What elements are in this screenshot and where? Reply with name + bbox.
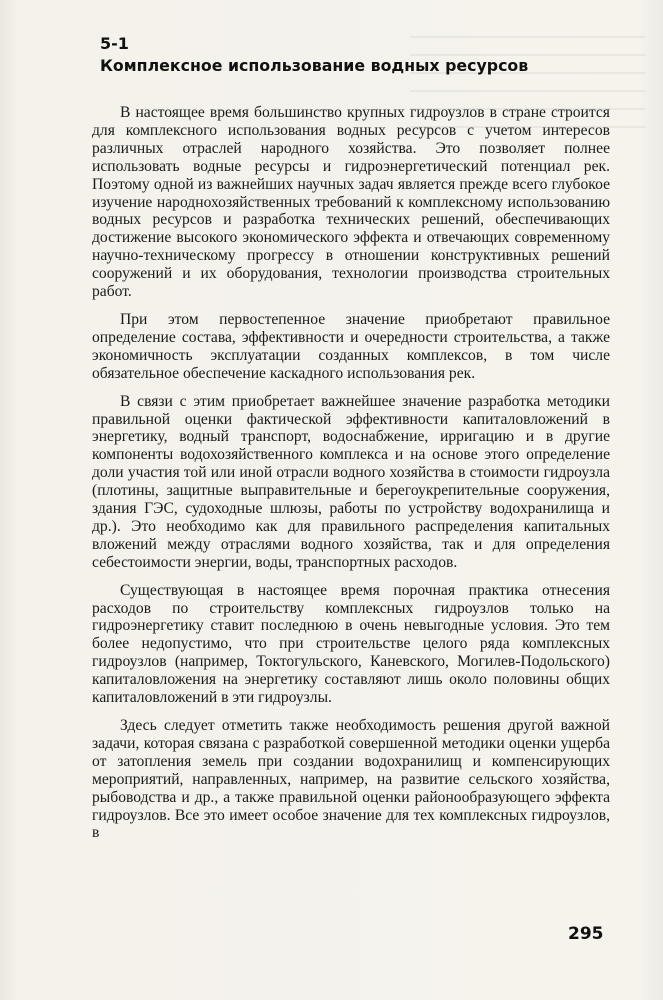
paragraph: Существующая в настоящее время порочная практика отнесения расходов по строительству комплексных гидроузлов только на гидроэнергетику ставит последнюю в очень невыгодные условия. Это тем более недопустимо, что при строительстве целого ряда комплексных гидроузлов (например, Токтогульского, Каневского, Могилев-Подольского) капиталовложения на энергетику составляют лишь около половины общих капиталовложений в эти гидроузлы. xyxy=(92,581,610,707)
paragraph: В настоящее время большинство крупных гидроузлов в стране строится для комплексного использования водных ресурсов с учетом интересов различных отраслей народного хозяйства. Это позволяет полнее использовать водные ресурсы и гидроэнергетический потенциал рек. Поэтому одной из важнейших научных задач является прежде всего глубокое изучение народнохозяйственных требований к комплексному использованию водных ресурсов и разработка технических решений, обеспечивающих достижение высокого экономического эффекта и отвечающих современному научно-техническому прогрессу в отношении конструктивных решений сооружений и их оборудования, технологии производства строительных работ. xyxy=(92,104,610,301)
section-title: Комплексное использование водных ресурсов xyxy=(100,56,529,75)
page-content xyxy=(92,34,610,852)
page-number: 295 xyxy=(568,924,604,944)
paragraph: Здесь следует отметить также необходимость решения другой важной задачи, которая связана с разработкой совершенной методики оценки ущерба от затопления земель при создании водохранилищ и компенсирующих мероприятий, направленных, например, на развитие сельского хозяйства, рыбоводства и др., а также правильной оценки районообразующего эффекта гидроузлов. Все это имеет особое значение для тех комплексных гидроузлов, в xyxy=(92,717,610,842)
paragraph: При этом первостепенное значение приобретают правильное определение состава, эффективности и очередности строительства, а также экономичность эксплуатации созданных комплексов, в том числе обязательное обеспечение каскадного использования рек. xyxy=(92,310,610,382)
section-number: 5-1 xyxy=(100,34,129,53)
paragraph: В связи с этим приобретает важнейшее значение разработка методики правильной оценки фактической эффективности капиталовложений в энергетику, водный транспорт, водоснабжение, ирригацию и в другие компоненты водохозяйственного комплекса и на основе этого определение доли участия той или иной отрасли водного хозяйства в стоимости гидроузла (плотины, защитные выправительные и берегоукрепительные сооружения, здания ГЭС, судоходные шлюзы, работы по устройству водохранилища и др.). Это необходимо как для правильного распределения капитальных вложений между отраслями водного хозяйства, так и для определения себестоимости энергии, воды, транспортных расходов. xyxy=(92,392,610,571)
